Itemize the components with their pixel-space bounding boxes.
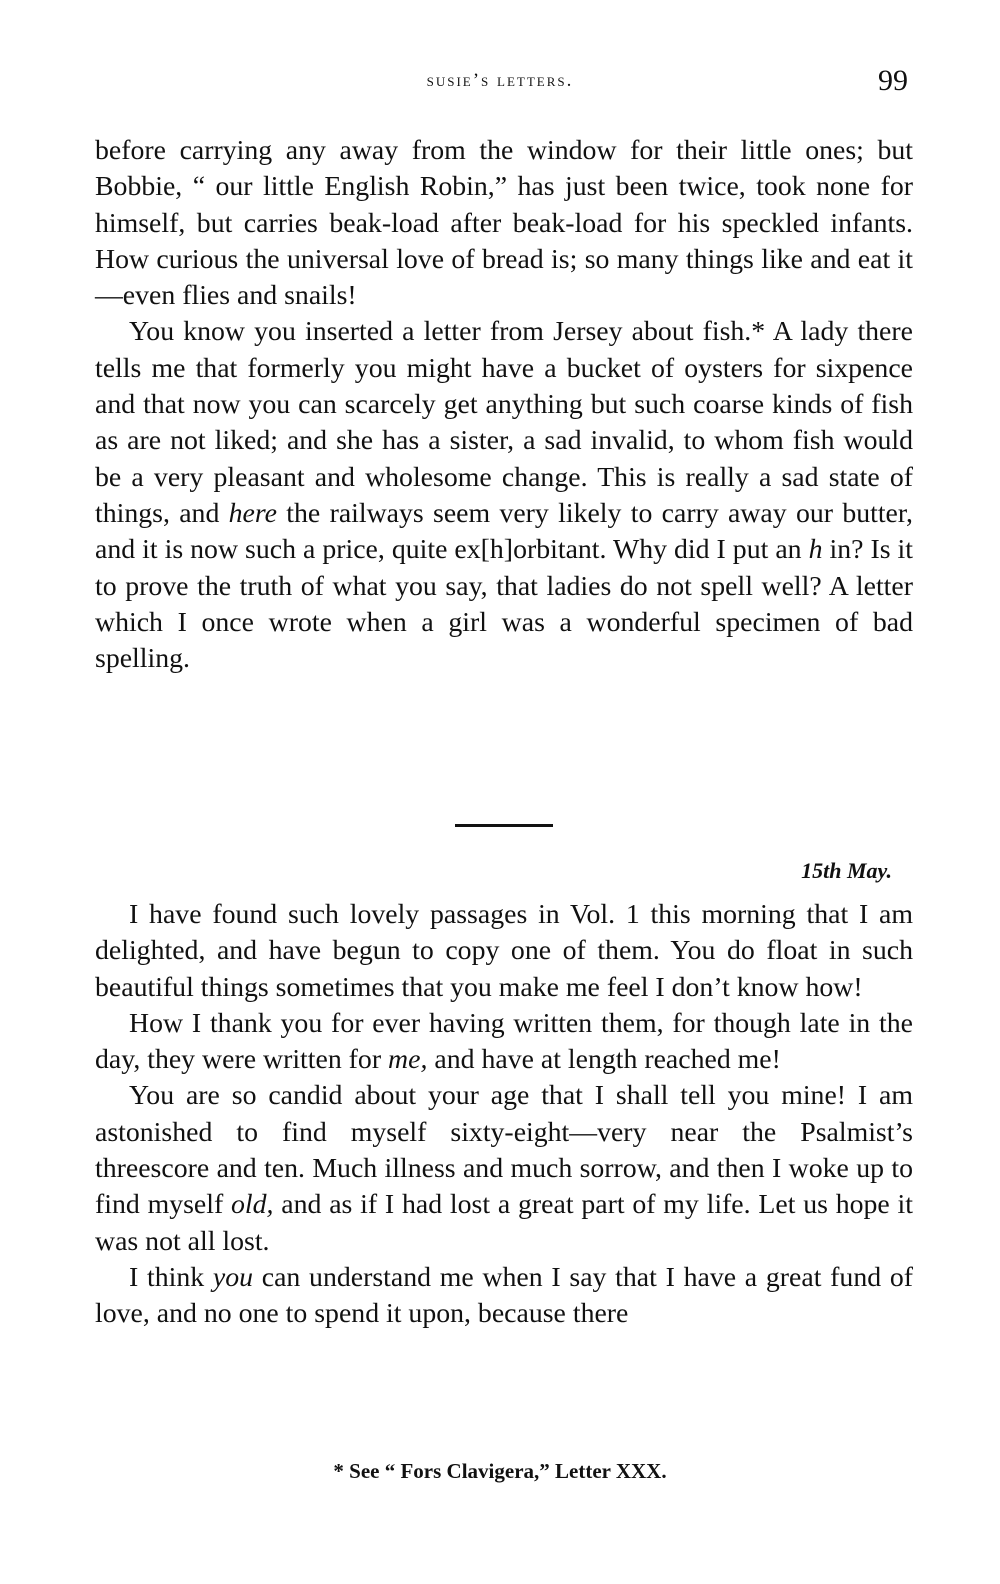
text-run: I think — [129, 1261, 213, 1293]
section-divider — [455, 824, 553, 827]
paragraph-thank-you — [95, 1006, 913, 1079]
paragraph-bread: before carrying any away from the window for their little ones; but Bobbie, “ our little English Robin,” has just been twice, took none for himself, but carries beak-load after beak-load for his speckled infants. How curious the universal love of bread is; so many things like and eat it—even flies and snails! — [95, 135, 913, 312]
paragraph-fund-of-love — [95, 1260, 913, 1333]
text-run: You are so candid about your age that I shall tell you mine! I am astonished to find myself sixty-eight—very near the Psalmist’s threescore and ten. Much illness and much sorrow, and then I woke up to find myself — [95, 1080, 913, 1221]
running-title: susie’s letters. — [426, 70, 574, 91]
emphasis-old: old, — [231, 1189, 274, 1221]
text-run: in? Is it to prove the truth of what you say, that ladies do not spell well? A letter which I once wrote when a girl was a wonderful specimen of bad spelling. — [95, 534, 914, 675]
text-run: can understand me when I say that I have a great fund of love, and no one to spend it upon, because there — [95, 1261, 914, 1330]
emphasis-me: me, — [388, 1044, 428, 1076]
paragraph-age — [95, 1078, 913, 1259]
emphasis-h: h — [808, 534, 823, 566]
letter-date: 15th May. — [801, 858, 892, 883]
page-number: 99 — [878, 64, 908, 97]
emphasis-here: here — [228, 497, 278, 529]
letter-text-new — [95, 897, 913, 1333]
text-run: and have at length reached me! — [427, 1044, 781, 1076]
paragraph-lovely-passages: I have found such lovely passages in Vol. 1 this morning that I am delighted, and have begun to copy one of them. You do float in such beautiful things sometimes that you make me feel I don’t know how! — [95, 899, 913, 1003]
text-run: How I thank you for ever having written them, for though late in the day, they were written for — [95, 1007, 913, 1076]
emphasis-you: you — [212, 1261, 254, 1293]
text-run: the railways seem very likely to carry away our butter, and it is now such a price, quite ex[h]orbitant. Why did I put an — [95, 497, 913, 566]
letter-text-continued — [95, 133, 913, 677]
text-run: You know you inserted a letter from Jersey about fish.* A lady there tells me that formerly you might have a bucket of oysters for sixpence and that now you can scarcely get anything but such coarse kinds of fish as are not liked; and she has a sister, a sad invalid, to whom fish would be a very pleasant and wholesome change. This is really a sad state of things, and — [95, 316, 913, 529]
running-header — [0, 64, 1000, 100]
paragraph-jersey-fish — [95, 314, 913, 677]
text-run: and as if I had lost a great part of my life. Let us hope it was not all lost. — [95, 1189, 913, 1257]
footnote: * See “ Fors Clavigera,” Letter XXX. — [333, 1459, 667, 1483]
